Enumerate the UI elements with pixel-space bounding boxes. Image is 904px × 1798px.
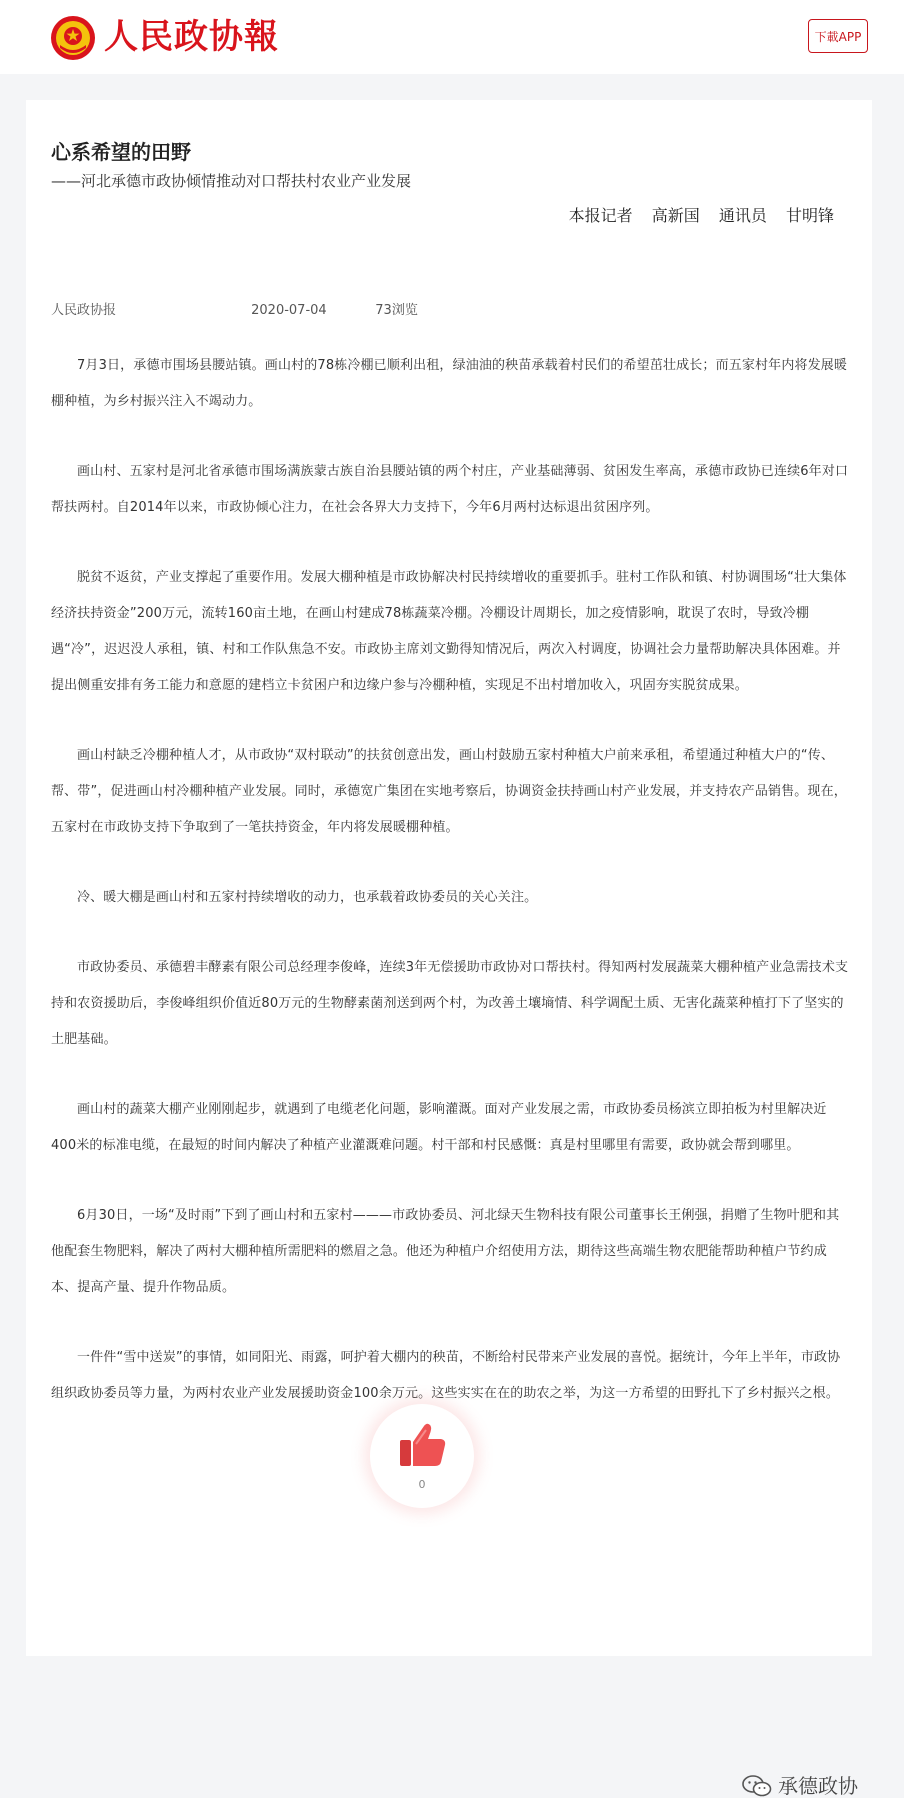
like-button[interactable] xyxy=(370,1404,474,1508)
article-source: 人民政协报 xyxy=(51,303,117,318)
article-paragraph: 画山村缺乏冷棚种植人才，从市政协“双村联动”的扶贫创意出发，画山村鼓励五家村种植大户前来承租，希望通过种植大户的“传、帮、带”，促进画山村冷棚种植产业发展。同时，承德宽广集团在实地考察后，协调资金扶持画山村产业发展，并支持农产品销售。现在，五家村在市政协支持下争取到了一笔扶持资金，年内将发展暖棚种植。 xyxy=(51,748,847,835)
like-count: 0 xyxy=(418,1478,426,1491)
article-byline xyxy=(555,204,834,228)
thumbs-up-icon xyxy=(396,1418,448,1470)
article-views: 73浏览 xyxy=(375,303,418,318)
article-paragraph: 脱贫不返贫，产业支撑起了重要作用。发展大棚种植是市政协解决村民持续增收的重要抓手。驻村工作队和镇、村协调围场“壮大集体经济扶持资金”200万元，流转160亩土地，在画山村建成78栋蔬菜冷棚。冷棚设计周期长，加之疫情影响，耽误了农时，导致冷棚遇“冷”，迟迟没人承租，镇、村和工作队焦急不安。市政协主席刘文勤得知情况后，两次入村调度，协调社会力量帮助解决具体困难。并提出侧重安排有务工能力和意愿的建档立卡贫困户和边缘户参与冷棚种植，实现足不出村增加收入，巩固夯实脱贫成果。 xyxy=(51,570,847,693)
byline-reporter-name: 高新国 xyxy=(651,206,700,225)
watermark-text: 承德政协 xyxy=(778,1774,858,1798)
article-meta xyxy=(51,300,418,322)
article-subtitle: ——河北承德市政协倾情推动对口帮扶村农业产业发展 xyxy=(51,172,412,190)
source-watermark xyxy=(742,1774,858,1798)
top-bar xyxy=(0,0,904,74)
article-paragraph: 市政协委员、承德碧丰酵素有限公司总经理李俊峰，连续3年无偿援助市政协对口帮扶村。得知两村发展蔬菜大棚种植产业急需技术支持和农资援助后，李俊峰组织价值近80万元的生物酵素菌剂送到两个村，为改善土壤墒情、科学调配土质、无害化蔬菜种植打下了坚实的土肥基础。 xyxy=(51,960,849,1047)
download-app-button[interactable]: 下載APP xyxy=(808,19,868,53)
article-paragraph: 7月3日，承德市围场县腰站镇。画山村的78栋冷棚已顺利出租，绿油油的秧苗承载着村民们的希望茁壮成长；而五家村年内将发展暖棚种植，为乡村振兴注入不竭动力。 xyxy=(51,358,848,409)
article-paragraph: 6月30日，一场“及时雨”下到了画山村和五家村———市政协委员、河北绿天生物科技有限公司董事长王俐强，捐赠了生物叶肥和其他配套生物肥料，解决了两村大棚种植所需肥料的燃眉之急。他还为种植户介绍使用方法，期待这些高端生物农肥能帮助种植户节约成本、提高产量、提升作物品质。 xyxy=(51,1208,840,1295)
article-body xyxy=(51,348,851,1446)
article-paragraph: 画山村、五家村是河北省承德市围场满族蒙古族自治县腰站镇的两个村庄，产业基础薄弱、贫困发生率高，承德市政协已连续6年对口帮扶两村。自2014年以来，市政协倾心注力，在社会各界大力支持下，今年6月两村达标退出贫困序列。 xyxy=(51,464,849,515)
newspaper-logo[interactable]: 人民政协報 xyxy=(104,17,279,57)
article-paragraph: 冷、暖大棚是画山村和五家村持续增收的动力，也承载着政协委员的关心关注。 xyxy=(77,890,538,905)
wechat-icon xyxy=(742,1775,772,1797)
article-date: 2020-07-04 xyxy=(251,303,327,318)
article-paragraph: 一件件“雪中送炭”的事情，如同阳光、雨露，呵护着大棚内的秧苗，不断给村民带来产业发展的喜悦。据统计，今年上半年，市政协组织政协委员等力量，为两村农业产业发展援助资金100余万元。这些实实在在的助农之举，为这一方希望的田野扎下了乡村振兴之根。 xyxy=(51,1350,841,1401)
cppcc-emblem-icon xyxy=(50,15,96,61)
byline-reporter-label: 本报记者 xyxy=(568,206,633,225)
article-title: 心系希望的田野 xyxy=(51,140,191,164)
article-paragraph: 画山村的蔬菜大棚产业刚刚起步，就遇到了电缆老化问题，影响灌溉。面对产业发展之需，市政协委员杨滨立即拍板为村里解决近400米的标准电缆，在最短的时间内解决了种植产业灌溉难问题。村干部和村民感慨：真是村里哪里有需要，政协就会帮到哪里。 xyxy=(51,1102,827,1153)
byline-correspondent-label: 通讯员 xyxy=(718,206,767,225)
byline-correspondent-name: 甘明锋 xyxy=(785,206,834,225)
